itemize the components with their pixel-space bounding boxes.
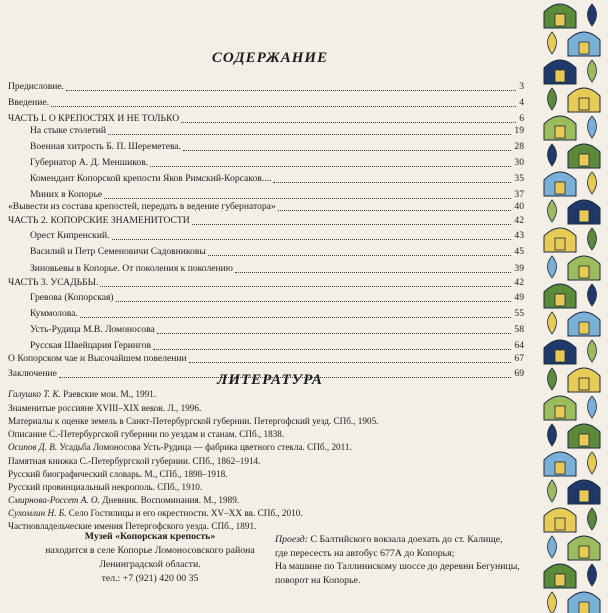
literature-text: Частновладельческие имения Петергофского уезда. СПб., 1891. <box>8 521 257 531</box>
toc-entry <box>30 156 524 170</box>
literature-author: Галушко Т. К. <box>8 389 61 399</box>
toc-entry-label: «Вывести из состава крепостей, передать в ведение губернатора» <box>8 201 276 212</box>
leader-dots <box>66 90 516 91</box>
toc-entry-page: 64 <box>514 340 524 351</box>
ornament-window <box>555 126 565 138</box>
ornament-window <box>555 238 565 250</box>
ornament-window <box>579 266 589 278</box>
toc-entry-page: 19 <box>514 125 524 136</box>
toc-entry-page: 45 <box>514 246 524 257</box>
literature-item <box>8 455 528 468</box>
literature-heading: ЛИТЕРАТУРА <box>217 372 323 388</box>
museum-info <box>40 530 260 586</box>
ornament-window <box>579 98 589 110</box>
ornament-window <box>579 154 589 166</box>
ornament-window <box>579 378 589 390</box>
route-info <box>275 533 545 587</box>
toc-entry <box>8 96 524 110</box>
literature-text: Памятная книжка С.-Петербургской губернии. СПб., 1862–1914. <box>8 456 261 466</box>
literature-author: Осипов Д. В. <box>8 442 58 452</box>
toc-entry-label: Комендант Копорской крепости Яков Римский-Корсаков.... <box>30 173 272 184</box>
toc-entry-label: Гревова (Копорская) <box>30 292 114 303</box>
museum-phone: тел.: +7 (921) 420 00 35 <box>101 573 199 584</box>
toc-entry <box>30 291 524 305</box>
toc-entry-page: 55 <box>514 308 524 319</box>
literature-item <box>8 507 528 520</box>
ornament-window <box>555 294 565 306</box>
leader-dots <box>192 224 512 225</box>
ornament-window <box>579 322 589 334</box>
ornament-window <box>579 546 589 558</box>
ornament-window <box>555 462 565 474</box>
literature-text: Описание С.-Петербургской губернии по уездам и станам. СПб., 1838. <box>8 429 285 439</box>
literature-item <box>8 494 528 507</box>
toc-entry-page: 28 <box>514 141 524 152</box>
ornament-window <box>555 574 565 586</box>
leader-dots <box>104 198 511 199</box>
toc-entry-page: 35 <box>514 173 524 184</box>
ornament-window <box>555 70 565 82</box>
toc-entry-page: 69 <box>514 368 524 379</box>
toc-entry-label: ЧАСТЬ I. О КРЕПОСТЯХ И НЕ ТОЛЬКО <box>8 113 180 124</box>
toc-entry-label: ЧАСТЬ 2. КОПОРСКИЕ ЗНАМЕНИТОСТИ <box>8 215 190 226</box>
toc-entry <box>30 229 524 243</box>
route-line: На машине по Таллинискому шоссе до деревни Бегуницы, <box>275 561 520 572</box>
ornament-window <box>579 42 589 54</box>
toc-entry-label: На стыке столетий <box>30 125 107 136</box>
toc-entry-page: 42 <box>514 215 524 226</box>
ornament-window <box>555 14 565 26</box>
toc-entry <box>30 307 524 321</box>
decorative-border-ornament <box>538 0 608 613</box>
ornament-window <box>579 490 589 502</box>
ornament-window <box>579 210 589 222</box>
route-line: где пересесть на автобус 677А до Копорья; <box>275 547 455 559</box>
toc-entry-page: 49 <box>514 292 524 303</box>
toc-entry-page: 6 <box>519 113 524 124</box>
toc-entry <box>8 352 524 366</box>
literature-text: Знаменитые россияне XVIII–XIX веков. Л., 1996. <box>8 403 202 413</box>
toc-entry-page: 3 <box>519 81 524 92</box>
toc-entry-label: ЧАСТЬ 3. УСАДЬБЫ. <box>8 277 99 288</box>
toc-entry-page: 30 <box>514 157 524 168</box>
toc-entry <box>8 80 524 94</box>
toc-entry <box>30 245 524 259</box>
ornament-window <box>579 434 589 446</box>
toc-entry-label: Предисловие. <box>8 81 65 92</box>
literature-author: Сухомлин Н. Б. <box>8 508 67 518</box>
leader-dots <box>183 150 511 151</box>
route-line: С Балтийского вокзала доехать до ст. Калище, <box>308 534 503 545</box>
toc-entry-label: Куммолова. <box>30 308 78 319</box>
toc-entry <box>30 124 524 138</box>
toc-entry <box>30 140 524 154</box>
literature-item <box>8 468 528 481</box>
toc-part-heading <box>8 214 524 228</box>
leader-dots <box>235 272 511 273</box>
leader-dots <box>80 317 512 318</box>
literature-text: Усадьба Ломоносова Усть-Рудица — фабрика цветного стекла. СПб., 2011. <box>57 442 352 452</box>
ornament-window <box>555 406 565 418</box>
toc-entry <box>30 323 524 337</box>
ornament-window <box>555 518 565 530</box>
leader-dots <box>157 333 512 334</box>
literature-item <box>8 428 528 441</box>
literature-text: Дневник. Воспоминания. М., 1989. <box>99 495 240 505</box>
toc-entry-page: 58 <box>514 324 524 335</box>
toc-part-heading <box>8 276 524 290</box>
literature-text: Материалы к оценке земель в Санкт-Петербургской губернии. Петергофский уезд. СПб., 1905. <box>8 416 379 426</box>
leader-dots <box>189 362 512 363</box>
toc-entry-label: Губернатор А. Д. Меншиков. <box>30 157 149 168</box>
toc-entry-label: Василий и Петр Семеновичи Садовниковы <box>30 246 206 257</box>
toc-entry <box>30 262 524 276</box>
ornament-window <box>555 350 565 362</box>
toc-entry-page: 39 <box>514 263 524 274</box>
toc-entry-page: 4 <box>519 97 524 108</box>
leader-dots <box>278 210 512 211</box>
leader-dots <box>181 122 516 123</box>
leader-dots <box>112 239 512 240</box>
literature-item <box>8 481 528 494</box>
literature-item <box>8 388 528 401</box>
leader-dots <box>150 166 511 167</box>
toc-entry-label: Русская Швейцария Герингов <box>30 340 152 351</box>
route-line: поворот на Копорье. <box>275 574 361 586</box>
leader-dots <box>51 106 516 107</box>
toc-entry-page: 42 <box>514 277 524 288</box>
literature-item <box>8 402 528 415</box>
literature-text: Русский биографический словарь. М., СПб., 1898–1918. <box>8 469 228 479</box>
toc-entry-label: Орест Кипренский. <box>30 230 110 241</box>
toc-entry-label: Усть-Рудица М.В. Ломоносова <box>30 324 155 335</box>
ornament-window <box>555 182 565 194</box>
leader-dots <box>100 286 511 287</box>
literature-item <box>8 441 528 454</box>
leader-dots <box>108 134 511 135</box>
toc-entry-label: Военная хитрость Б. П. Шереметева. <box>30 141 182 152</box>
literature-item <box>8 415 528 428</box>
contents-heading: СОДЕРЖАНИЕ <box>211 50 329 66</box>
leader-dots <box>153 349 511 350</box>
museum-region: Ленинградской области. <box>99 559 201 570</box>
literature-text: Русский провинциальный некрополь. СПб., 1910. <box>8 482 203 492</box>
toc-entry-label: Зиновьевы в Копорье. От поколения к поколению <box>30 263 233 274</box>
leader-dots <box>273 182 511 183</box>
toc-entry <box>8 200 524 214</box>
literature-author: Смирнова-Россет А. О. <box>8 495 100 505</box>
toc-entry-page: 37 <box>514 189 524 200</box>
toc-entry-page: 43 <box>514 230 524 241</box>
leader-dots <box>116 301 512 302</box>
toc-entry-label: О Копорском чае и Высочайшем повелении <box>8 353 187 364</box>
leader-dots <box>208 255 512 256</box>
route-lead: Проезд: <box>275 534 309 545</box>
museum-location: находится в селе Копорье Ломоносовского района <box>45 545 255 556</box>
ornament-window <box>579 602 589 613</box>
toc-entry <box>30 172 524 186</box>
toc-entry-page: 67 <box>514 353 524 364</box>
toc-entry-label: Введение. <box>8 97 50 108</box>
literature-text: Раевские мои. М., 1991. <box>60 389 157 399</box>
toc-entry-label: Миних в Копорье <box>30 189 103 200</box>
toc-entry-page: 40 <box>514 201 524 212</box>
museum-name: Музей «Копорская крепость» <box>84 531 216 542</box>
literature-text: Село Гостилицы и его окрестности. XV–XX вв. СПб., 2010. <box>66 508 303 518</box>
toc-entry <box>30 339 524 353</box>
toc-entry-label: Заключение <box>8 368 57 379</box>
